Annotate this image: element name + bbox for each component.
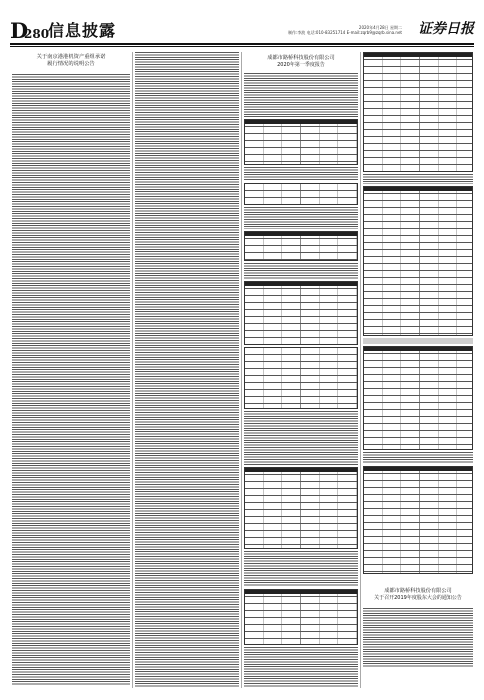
quarterly-report-header xyxy=(244,52,358,70)
masthead-rule xyxy=(10,43,474,45)
left-article-title-line2: 履行情况的说明公告 xyxy=(47,61,95,67)
report-text xyxy=(244,551,358,587)
table-footer-band xyxy=(363,338,473,344)
financial-statement-table xyxy=(363,52,473,172)
shareholder-table xyxy=(244,347,358,409)
cash-flow-table xyxy=(363,466,473,574)
statement-notes xyxy=(363,452,473,464)
notice-company-name: 成都市路桥科技股份有限公司 xyxy=(384,588,452,594)
page-number: 280 xyxy=(24,27,50,41)
column-divider xyxy=(132,52,133,688)
masthead xyxy=(10,20,474,42)
statement-notes xyxy=(363,174,473,184)
issue-date: 2020年4月28日 星期二 xyxy=(358,25,402,30)
column-divider xyxy=(241,52,242,688)
contact-line: 制作:李波 电话:010-83251714 E-mail:zqrb9@zqrb.sina.net xyxy=(287,30,402,35)
left-article-title-line1: 关于南京港港机资产重组承诺 xyxy=(36,54,106,60)
left-article-column-2 xyxy=(135,52,239,688)
report-intro-text xyxy=(244,73,358,117)
detail-table xyxy=(244,467,358,549)
left-article-column-1 xyxy=(12,52,130,688)
report-title: 2020年第一季度报告 xyxy=(277,62,325,68)
report-text xyxy=(244,647,358,687)
masthead-rule-thin xyxy=(10,46,474,47)
page-letter: D xyxy=(10,18,29,43)
left-article-header xyxy=(12,52,130,74)
financial-statement-table xyxy=(363,186,473,336)
financial-statement-table xyxy=(363,346,473,450)
notice-title: 关于召开2019年度股东大会的通知公告 xyxy=(374,595,462,601)
report-text xyxy=(244,167,358,181)
report-text xyxy=(244,263,358,279)
notice-body-text xyxy=(363,608,473,668)
detail-table xyxy=(244,589,358,645)
left-article-body-text-cont xyxy=(135,52,239,688)
newspaper-brand-logo: 证券日报 xyxy=(418,21,474,37)
right-column xyxy=(363,52,473,688)
report-text xyxy=(244,207,358,229)
shareholder-table xyxy=(244,231,358,261)
shareholder-table xyxy=(244,281,358,345)
report-company-name: 成都市路桥科技股份有限公司 xyxy=(267,55,335,61)
section-title: 信息披露 xyxy=(48,21,117,40)
shareholder-meeting-notice-header xyxy=(363,588,473,604)
financial-table xyxy=(244,183,358,205)
financial-table xyxy=(244,119,358,165)
left-article-body-text xyxy=(12,74,130,686)
middle-column xyxy=(244,52,358,688)
issue-info xyxy=(288,25,402,35)
report-text xyxy=(244,411,358,465)
column-divider xyxy=(360,52,361,688)
